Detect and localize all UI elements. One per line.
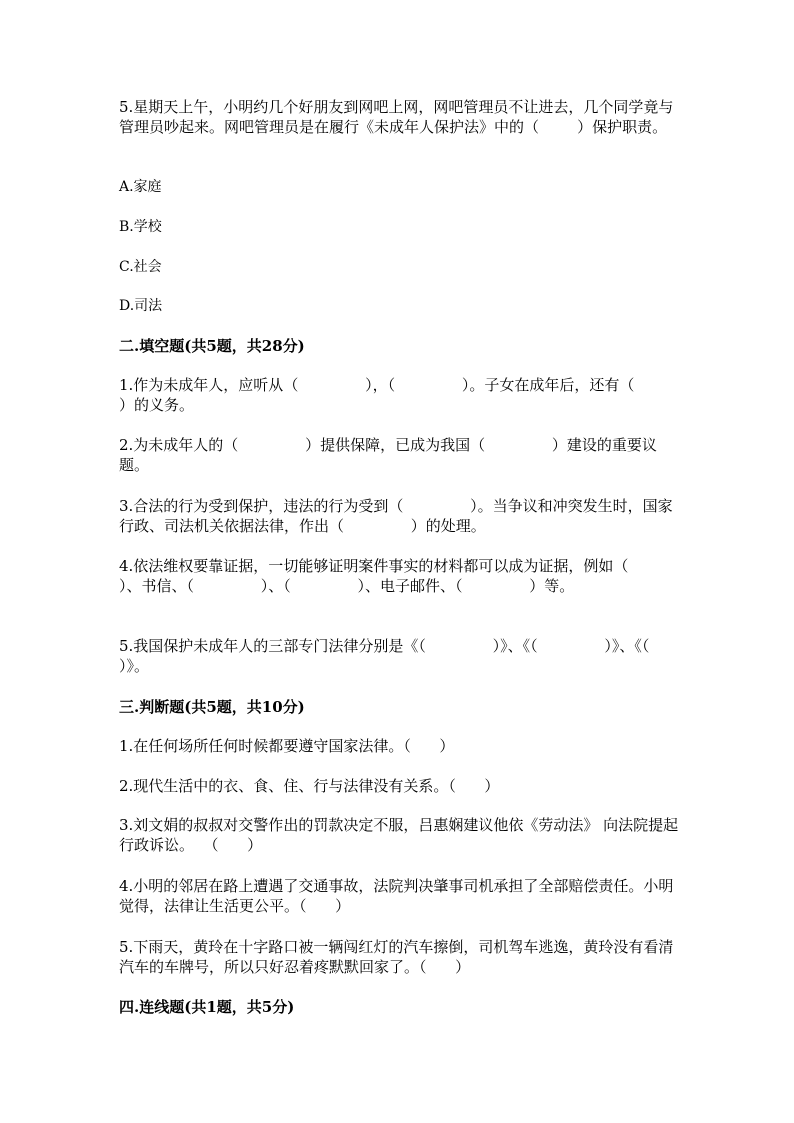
judge-item-1: 1.在任何场所任何时候都要遵守国家法律。（ ）	[119, 737, 455, 755]
option-d: D.司法	[119, 298, 163, 314]
fill-item-5: 5.我国保护未成年人的三部专门法律分别是《（ ）》、《（ ）》、《（ ）》。	[119, 637, 717, 675]
question-5-text: 5.星期天上午，小明约几个好朋友到网吧上网，网吧管理员不让进去，几个同学竟与管理员吵起来。网吧管理员是在履行《未成年人保护法》中的（ ）保护职责。	[119, 98, 674, 136]
judge-item-3: 3.刘文娟的叔叔对交警作出的罚款决定不服，吕惠娴建议他依《劳动法》 向法院提起行政诉讼。 （ ）	[119, 816, 679, 854]
judge-item-5: 5.下雨天，黄玲在十字路口被一辆闯红灯的汽车擦倒，司机驾车逃逸，黄玲没有看清汽车的车牌号，所以只好忍着疼默默回家了。（ ）	[119, 938, 674, 976]
fill-item-4: 4.依法维权要靠证据，一切能够证明案件事实的材料都可以成为证据，例如（ ）、书信、（ ）、（ ）、电子邮件、（ ）等。	[119, 557, 696, 595]
section-judge-heading: 三.判断题(共5题，共10分)	[119, 698, 305, 716]
option-c: C.社会	[119, 259, 162, 275]
section-match-heading: 四.连线题(共1题，共5分)	[119, 998, 295, 1016]
option-b: B.学校	[119, 219, 162, 235]
judge-item-4: 4.小明的邻居在路上遭遇了交通事故，法院判决肇事司机承担了全部赔偿责任。小明觉得，法律让生活更公平。（ ）	[119, 877, 674, 915]
fill-item-3: 3.合法的行为受到保护，违法的行为受到（ ）。当争议和冲突发生时，国家行政、司法机关依据法律，作出（ ）的处理。	[119, 497, 673, 535]
option-a: A.家庭	[119, 179, 162, 195]
fill-item-2: 2.为未成年人的（ ）提供保障，已成为我国（ ）建设的重要议题。	[119, 436, 657, 474]
section-fill-heading: 二.填空题(共5题，共28分)	[119, 337, 305, 355]
judge-item-2: 2.现代生活中的衣、食、住、行与法律没有关系。（ ）	[119, 777, 500, 795]
fill-item-1: 1.作为未成年人，应听从（ ），（ ）。子女在成年后，还有（ ）的义务。	[119, 376, 702, 414]
